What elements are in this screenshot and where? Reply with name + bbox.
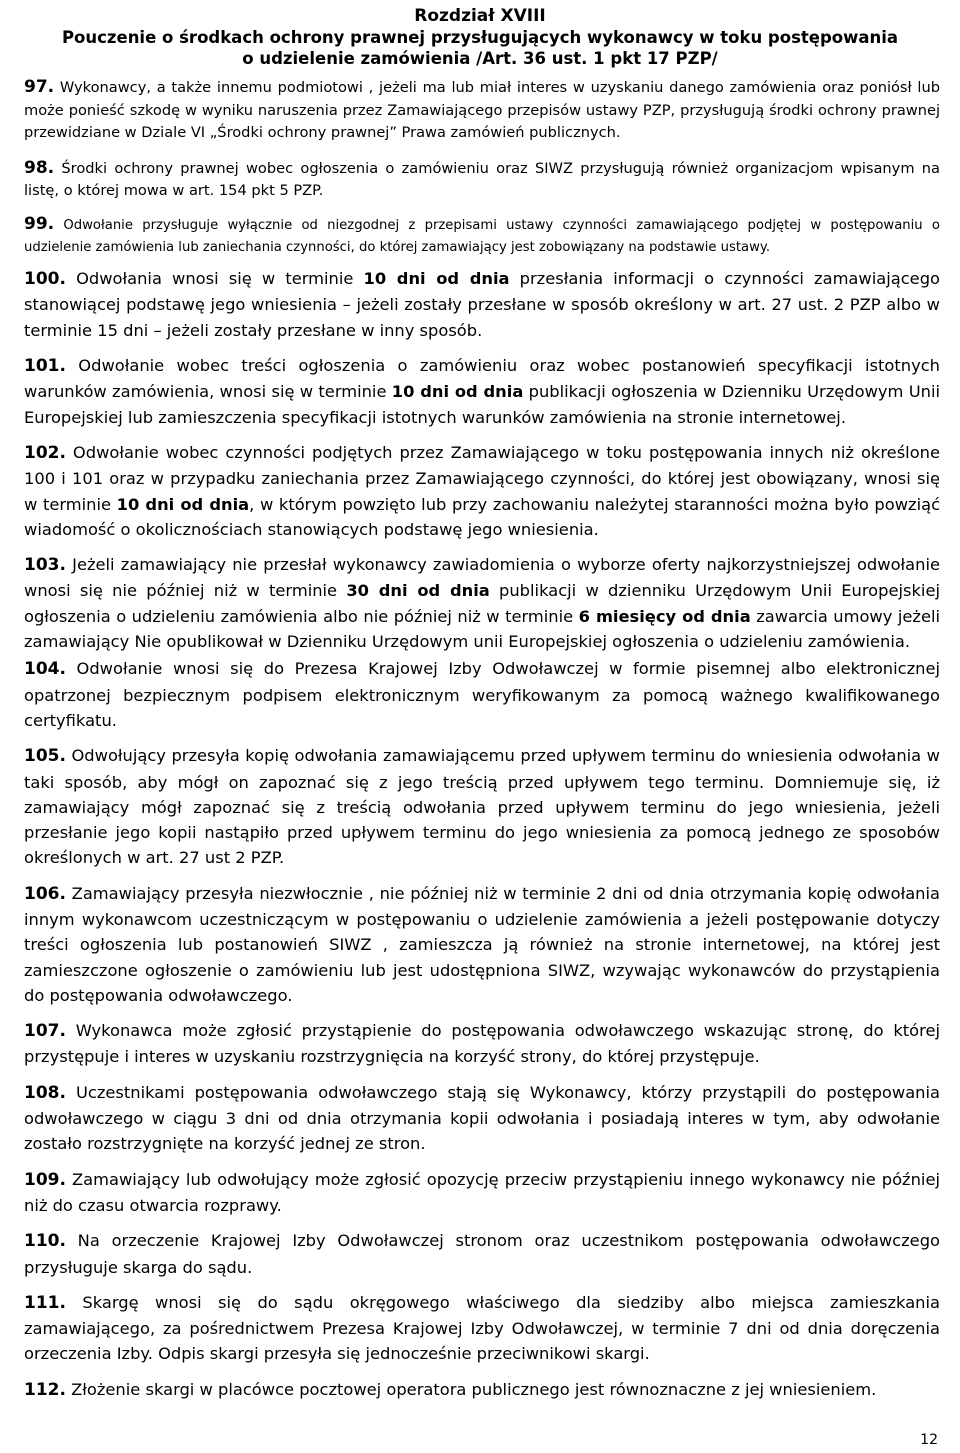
paragraph-110 bbox=[24, 1228, 940, 1280]
paragraph-text: Odwołanie przysługuje wyłącznie od niezgodnej z przepisami ustawy czynności zamawiającego podjętej w postępowaniu o udzielenie zamówienia lub zaniechania czynności, do której zamawiający jest zobowiązany na podstawie ustawy. bbox=[24, 217, 940, 255]
paragraph-text: przesłania informacji o czynności zamawiającego stanowiącej podstawę jego wniesienia – jeżeli zostały przesłane w sposób określony w art. 27 ust. 2 PZP albo w terminie 15 dni – jeżeli zostały przesłane w inny sposób. bbox=[24, 269, 940, 340]
paragraph-text: Zamawiający lub odwołujący może zgłosić opozycję przeciw przystąpieniu innego wykonawcy nie później niż do czasu otwarcia rozprawy. bbox=[24, 1169, 940, 1215]
paragraph-text: zawarcia umowy jeżeli zamawiający Nie opublikował w Dzienniku Urzędowym unii Europejskiej ogłoszenia o udzieleniu zamówienia. bbox=[24, 606, 941, 652]
paragraph-108 bbox=[24, 1080, 940, 1157]
paragraph-105 bbox=[24, 743, 940, 870]
paragraph-number: 97. bbox=[24, 77, 55, 97]
chapter-title: Rozdział XVIII bbox=[414, 6, 546, 26]
paragraph-number: 99. bbox=[24, 213, 55, 234]
paragraph-97 bbox=[24, 76, 940, 145]
emphasized-term: 10 dni od dnia bbox=[391, 382, 524, 402]
paragraph-112 bbox=[24, 1377, 940, 1403]
emphasized-term: 6 miesięcy od dnia bbox=[578, 606, 751, 626]
paragraph-number: 109. bbox=[24, 1169, 66, 1190]
paragraph-number: 101. bbox=[24, 356, 66, 377]
document-body bbox=[24, 76, 940, 1403]
paragraph-number: 107. bbox=[24, 1021, 66, 1042]
paragraph-number: 100. bbox=[24, 269, 66, 290]
paragraph-98 bbox=[24, 157, 940, 203]
emphasized-term: 10 dni od dnia bbox=[116, 494, 250, 514]
emphasized-term: 30 dni od dnia bbox=[346, 581, 490, 601]
paragraph-99 bbox=[24, 214, 940, 258]
paragraph-100 bbox=[24, 266, 940, 343]
paragraph-111 bbox=[24, 1290, 940, 1367]
page-number: 12 bbox=[920, 1432, 938, 1448]
paragraph-number: 104. bbox=[24, 659, 66, 680]
paragraph-text: Uczestnikami postępowania odwoławczego stają się Wykonawcy, którzy przystąpili do postępowania odwoławczego w ciągu 3 dni od dnia otrzymania kopii odwołania i posiadają interes w tym, aby odwołanie zostało rozstrzygnięte na korzyść jednej ze stron. bbox=[24, 1082, 940, 1154]
paragraph-106 bbox=[24, 881, 940, 1008]
paragraph-text: Odwołanie wnosi się do Prezesa Krajowej Izby Odwoławczej w formie pisemnej albo elektronicznej opatrzonej bezpiecznym podpisem elektronicznym weryfikowanym za pomocą ważnego kwalifikowanego certyfikatu. bbox=[24, 659, 940, 730]
paragraph-text: publikacji ogłoszenia w Dzienniku Urzędowym Unii Europejskiej lub zamieszczenia specyfikacji istotnych warunków zamówienia na stronie internetowej. bbox=[24, 382, 940, 427]
paragraph-103 bbox=[24, 552, 940, 654]
paragraph-number: 111. bbox=[24, 1292, 66, 1313]
paragraph-number: 110. bbox=[24, 1231, 66, 1252]
paragraph-text: Odwołanie wobec treści ogłoszenia o zamówieniu oraz wobec postanowień specyfikacji istotnych warunków zamówienia, wnosi się w terminie bbox=[24, 356, 940, 402]
paragraph-number: 103. bbox=[24, 555, 66, 576]
paragraph-number: 102. bbox=[24, 442, 66, 463]
paragraph-text: Wykonawcy, a także innemu podmiotowi , jeżeli ma lub miał interes w uzyskaniu danego zamówienia oraz poniósł lub może ponieść szkodę w wyniku naruszenia przez Zamawiającego przepisów ustawy PZP, przysługują środki ochrony prawnej przewidziane w Dziale VI „Środki ochrony prawnej” Prawa zamówień publicznych. bbox=[24, 79, 940, 142]
paragraph-number: 108. bbox=[24, 1082, 66, 1103]
chapter-subtitle-line-2: o udzielenie zamówienia /Art. 36 ust. 1 pkt 17 PZP/ bbox=[242, 49, 718, 68]
emphasized-term: 10 dni od dnia bbox=[363, 269, 510, 289]
paragraph-text: Złożenie skargi w placówce pocztowej operatora publicznego jest równoznaczne z jej wniesieniem. bbox=[65, 1379, 877, 1399]
paragraph-number: 106. bbox=[24, 883, 66, 904]
paragraph-text: , w którym powzięto lub przy zachowaniu należytej staranności można było powziąć wiadomość o okolicznościach stanowiących podstawę jego wniesienia. bbox=[24, 494, 941, 539]
paragraph-text: publikacji w dzienniku Urzędowym Unii Europejskiej ogłoszenia o udzieleniu zamówienia albo nie później niż w terminie bbox=[24, 581, 940, 626]
paragraph-text: Jeżeli zamawiający nie przesłał wykonawcy zawiadomienia o wyborze oferty najkorzystniejszej odwołanie wnosi się nie później niż w terminie bbox=[24, 555, 940, 601]
paragraph-text: Odwołujący przesyła kopię odwołania zamawiającemu przed upływem terminu do wniesienia odwołania w taki sposób, aby mógł on zapoznać się z jego treścią przed upływem tego terminu. Domniemuje się, iż zamawiający mógł zapoznać się z treścią odwołania przed upływem terminu do jego wniesienia, jeżeli przesłanie jego kopii nastąpiło przed upływem terminu do jego wniesienia za pomocą jednego ze sposobów określonych w art. 27 ust 2 PZP. bbox=[24, 746, 940, 868]
chapter-subtitle-line-1: Pouczenie o środkach ochrony prawnej przysługujących wykonawcy w toku postępowania bbox=[61, 28, 899, 47]
paragraph-107 bbox=[24, 1018, 940, 1070]
paragraph-109 bbox=[24, 1167, 940, 1219]
paragraph-text: Skargę wnosi się do sądu okręgowego właściwego dla siedziby albo miejsca zamieszkania zamawiającego, za pośrednictwem Prezesa Krajowej Izby Odwoławczej, w terminie 7 dni od dnia doręczenia orzeczenia Izby. Odpis skargi przesyła się jednocześnie przeciwnikowi skargi. bbox=[24, 1292, 940, 1364]
paragraph-text: Wykonawca może zgłosić przystąpienie do postępowania odwoławczego wskazując stronę, do której przystępuje i interes w uzyskaniu rozstrzygnięcia na korzyść strony, do której przystępuje. bbox=[24, 1021, 940, 1067]
paragraph-number: 112. bbox=[24, 1379, 66, 1400]
paragraph-text: Odwołanie wobec czynności podjętych przez Zamawiającego w toku postępowania innych niż określone 100 i 101 oraz w przypadku zaniechania przez Zamawiającego czynności, do której jest obowiązany, wnosi się w terminie bbox=[24, 442, 940, 514]
paragraph-101 bbox=[24, 353, 940, 430]
chapter-header bbox=[40, 6, 920, 69]
paragraph-102 bbox=[24, 440, 940, 542]
paragraph-text: Odwołania wnosi się w terminie bbox=[65, 269, 364, 289]
paragraph-number: 98. bbox=[24, 157, 55, 178]
paragraph-104 bbox=[24, 656, 940, 733]
paragraph-number: 105. bbox=[24, 746, 66, 767]
paragraph-text: Środki ochrony prawnej wobec ogłoszenia o zamówieniu oraz SIWZ przysługują również organizacjom wpisanym na listę, o której mowa w art. 154 pkt 5 PZP. bbox=[24, 159, 940, 200]
paragraph-text: Na orzeczenie Krajowej Izby Odwoławczej stronom oraz uczestnikom postępowania odwoławczego przysługuje skarga do sądu. bbox=[24, 1231, 940, 1277]
paragraph-text: Zamawiający przesyła niezwłocznie , nie później niż w terminie 2 dni od dnia otrzymania kopię odwołania innym wykonawcom uczestniczącym w postępowaniu o udzielenie zamówienia a jeżeli postępowanie dotyczy treści ogłoszenia lub postanowień SIWZ , zamieszcza ją również na stronie internetowej, na której jest zamieszczone ogłoszenie o zamówieniu lub jest udostępniona SIWZ, wzywając wykonawców do przystąpienia do postępowania odwoławczego. bbox=[24, 883, 940, 1005]
